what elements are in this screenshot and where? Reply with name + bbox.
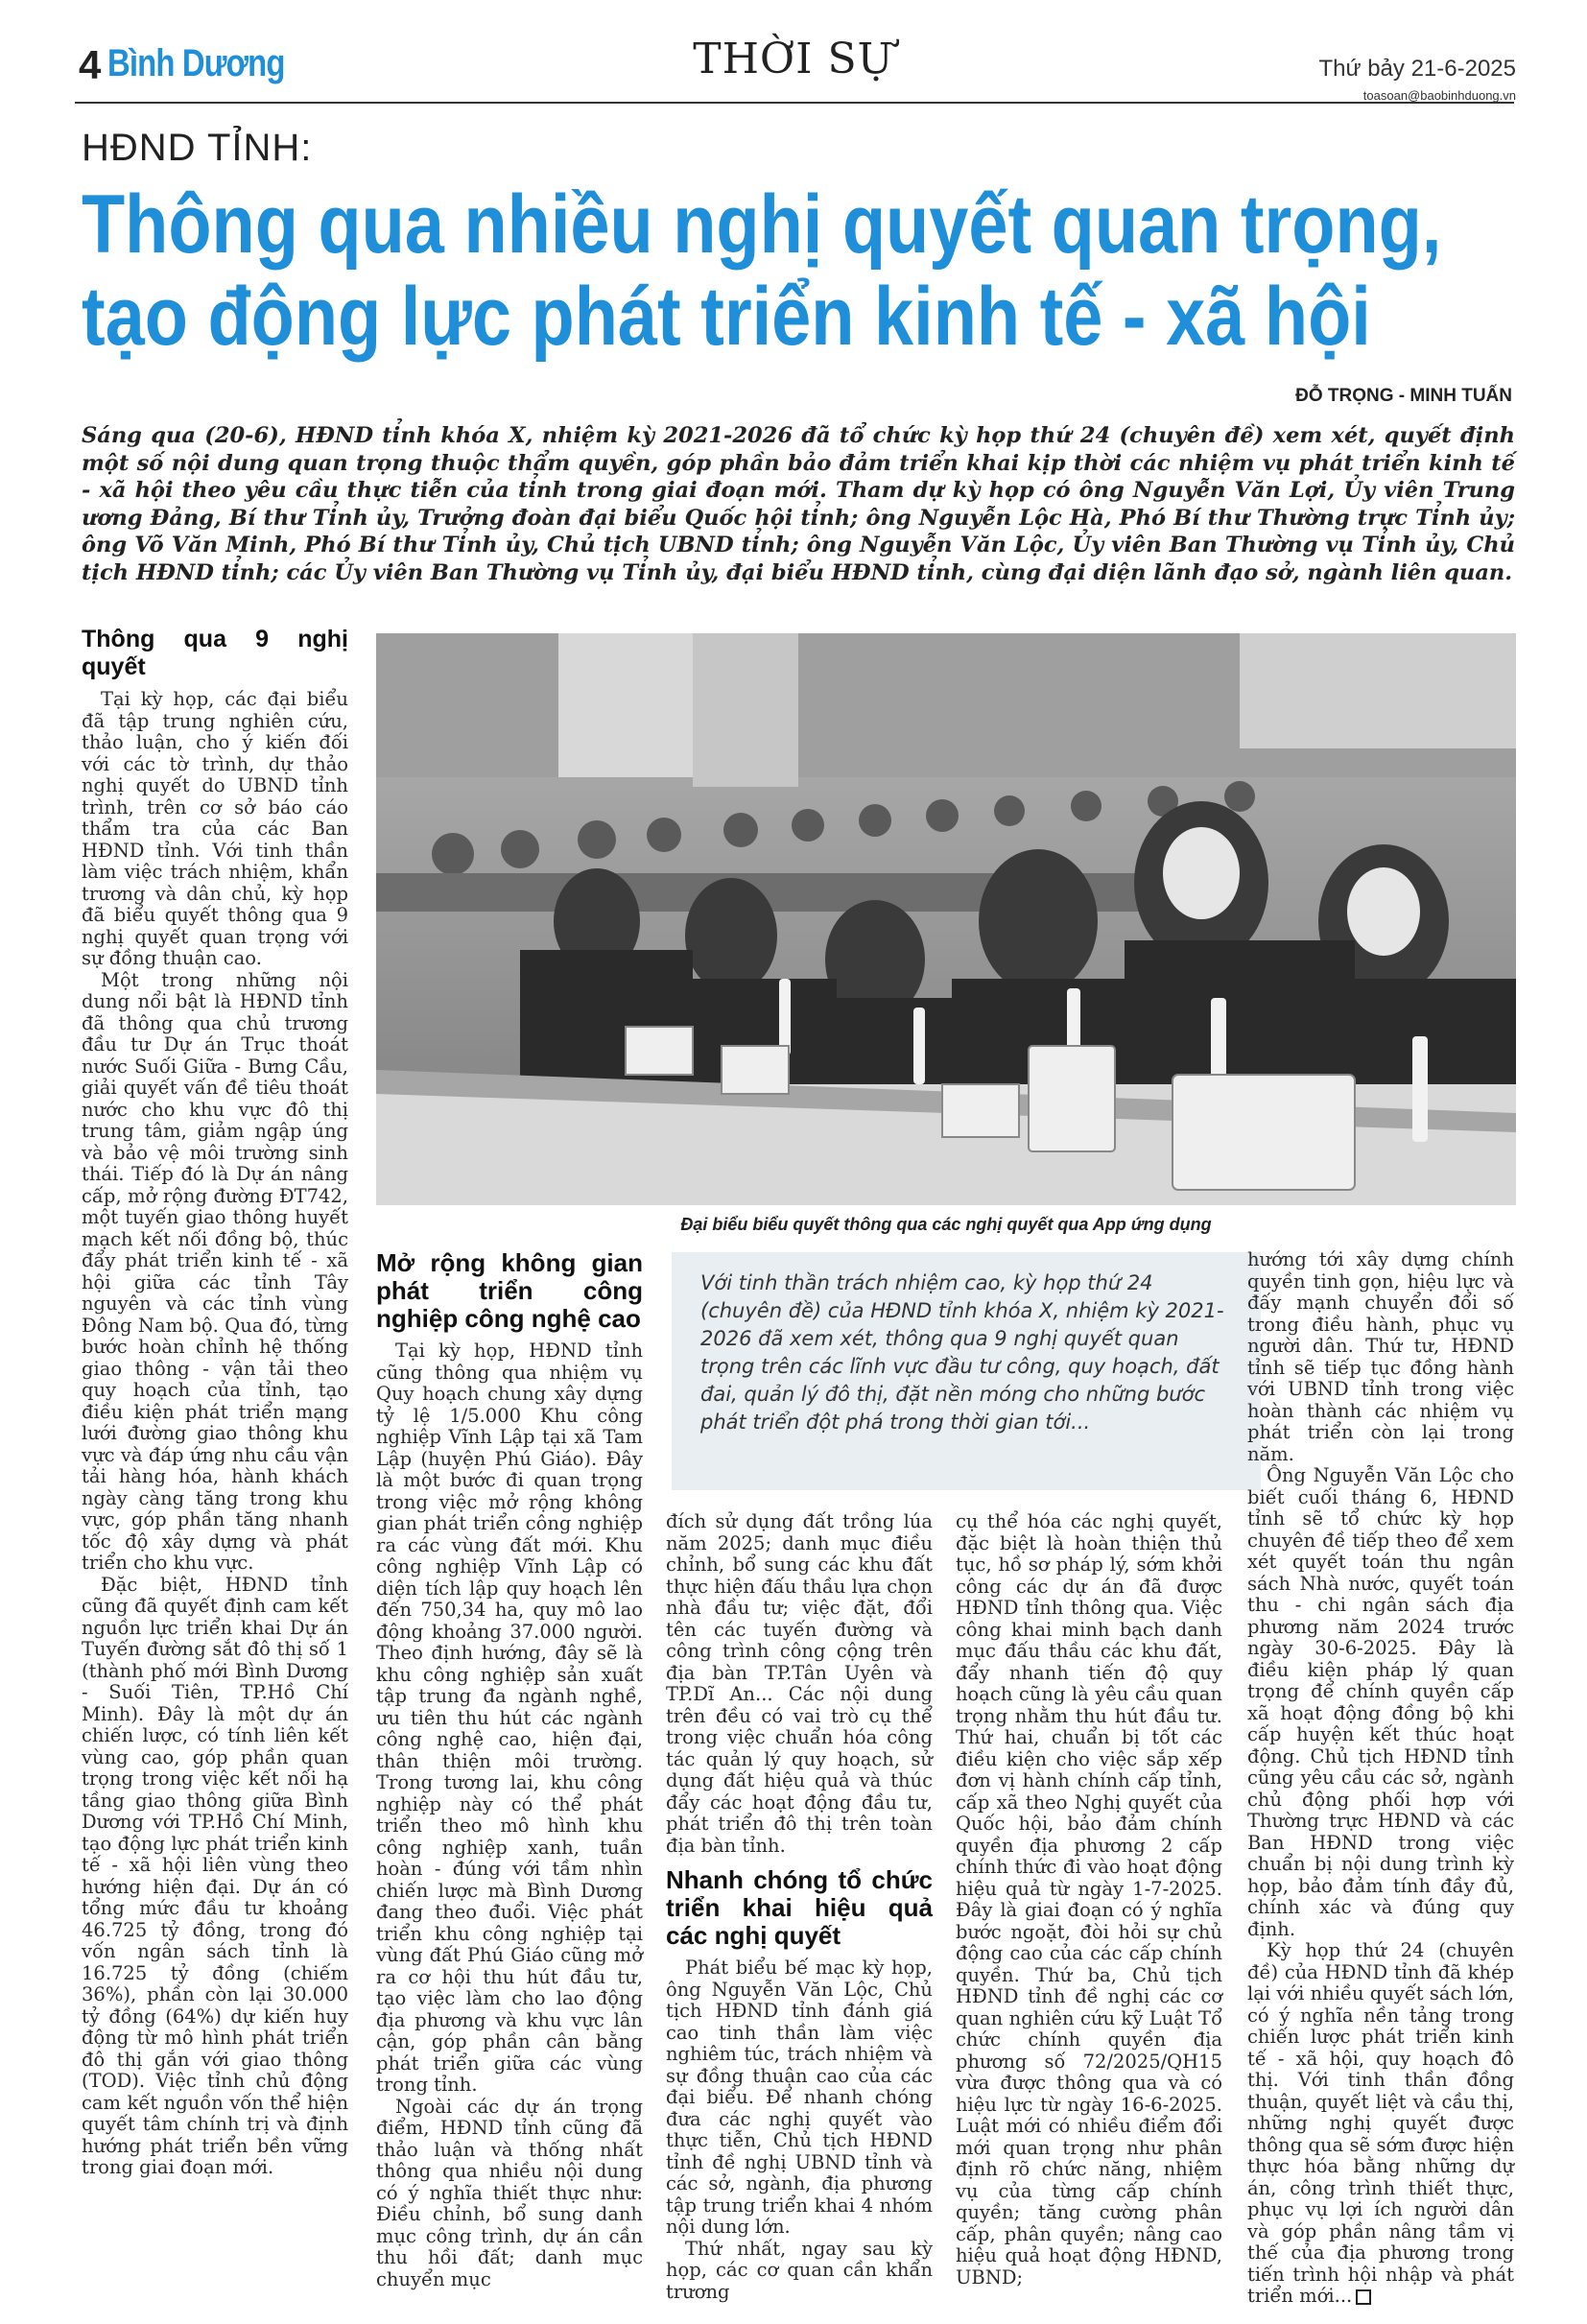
article-photo (376, 633, 1516, 1205)
subhead-1: Thông qua 9 nghị quyết (82, 626, 348, 680)
paragraph: Một trong những nội dung nổi bật là HĐND tỉnh đã thông qua chủ trương đầu tư Dự án Trục thoát nước Suối Giữa - Bưng Cầu, giải quyết vấn đề tiêu thoát nước cho khu vực đô thị trung tâm, giảm ngập úng và bảo vệ môi trường sinh thái. Tiếp đó là Dự án nâng cấp, mở rộng đường ĐT742, một tuyến giao thông huyết mạch kết nối đồng bộ, thúc đẩy phát triển kinh tế - xã hội giữa các tỉnh Tây nguyên và các tỉnh vùng Đông Nam bộ. Qua đó, từng bước hoàn chỉnh hệ thống giao thông - vận tải theo quy hoạch của tỉnh, tạo điều kiện phát triển mạng lưới đường giao thông khu vực và đáp ứng nhu cầu vận tải hàng hóa, hành khách ngày càng tăng trong khu vực, góp phần tăng nhanh tốc độ xây dựng và phát triển cho khu vực. (82, 968, 348, 1574)
headline-line-1: Thông qua nhiều nghị quyết quan trọng, (82, 178, 1442, 271)
subhead-2: Mở rộng không gian phát triển công nghiệp công nghệ cao (376, 1248, 643, 1333)
contact-email[interactable]: toasoan@baobinhduong.vn (1362, 88, 1516, 103)
end-mark-icon (1356, 2289, 1371, 2305)
paragraph: Tại kỳ họp, HĐND tỉnh cũng thông qua nhiệm vụ Quy hoạch chung xây dựng tỷ lệ 1/5.000 Khu công nghiệp Vĩnh Lập tại xã Tam Lập (huyện Phú Giáo). Đây là một bước đi quan trọng trong việc mở rộng không gian phát triển công nghiệp ra các vùng đất mới. Khu công nghiệp Vĩnh Lập có diện tích lập quy hoạch lên đến 750,34 ha, quy mô lao động khoảng 37.000 người. Theo định hướng, đây sẽ là khu công nghiệp sản xuất tập trung đa ngành nghề, ưu tiên thu hút các ngành công nghệ cao, hiện đại, thân thiện môi trường. Trong tương lai, khu công nghiệp này có thể phát triển theo mô hình khu công nghiệp xanh, tuần hoàn - đúng với tầm nhìn chiến lược mà Bình Dương đang theo đuổi. Việc phát triển khu công nghiệp tại vùng đất Phú Giáo cũng mở ra cơ hội thu hút đầu tư, tạo việc làm cho lao động địa phương và khu vực lân cận, góp phần cân bằng phát triển giữa các vùng trong tỉnh. (376, 1340, 643, 2096)
lead-paragraph: Sáng qua (20-6), HĐND tỉnh khóa X, nhiệm kỳ 2021-2026 đã tổ chức kỳ họp thứ 24 (chuyên đề) xem xét, quyết định một số nội dung quan trọng thuộc thẩm quyền, góp phần bảo đảm triển khai kịp thời các nhiệm vụ phát triển kinh tế - xã hội theo yêu cầu thực tiễn của tỉnh trong giai đoạn mới. Tham dự kỳ họp có ông Nguyễn Văn Lợi, Ủy viên Trung ương Đảng, Bí thư Tỉnh ủy, Trưởng đoàn đại biểu Quốc hội tỉnh; ông Nguyễn Lộc Hà, Phó Bí thư Thường trực Tỉnh ủy; ông Võ Văn Minh, Phó Bí thư Tỉnh ủy, Chủ tịch UBND tỉnh; ông Nguyễn Văn Lộc, Ủy viên Ban Thường vụ Tỉnh ủy, Chủ tịch HĐND tỉnh; các Ủy viên Ban Thường vụ Tỉnh ủy, đại biểu HĐND tỉnh, cùng đại diện lãnh đạo sở, ngành liên quan. (82, 423, 1515, 585)
paragraph: hướng tới xây dựng chính quyền tinh gọn, hiệu lực và đấy mạnh chuyển đổi số trong điều hành, phục vụ người dân. Thứ tư, HĐND tỉnh sẽ tiếp tục đồng hành với UBND tỉnh trong việc hoàn thành các nhiệm vụ phát triển còn lại trong năm. (1247, 1248, 1514, 1465)
subhead-3: Nhanh chóng tổ chức triển khai hiệu quả các nghị quyết (666, 1865, 933, 1950)
paragraph: Đặc biệt, HĐND tỉnh cũng đã quyết định cam kết nguồn lực triển khai Dự án Tuyến đường sắt đô thị số 1 (thành phố mới Bình Dương - Suối Tiên, TP.Hồ Chí Minh). Đây là một dự án chiến lược, có tính liên kết vùng cao, góp phần quan trọng trong việc kết nối hạ tầng giao thông giữa Bình Dương với TP.Hồ Chí Minh, tạo động lực phát triển kinh tế - xã hội liên vùng theo hướng hiện đại. Dự án có tổng mức đầu tư khoảng 46.725 tỷ đồng, trong đó vốn ngân sách tỉnh là 16.725 tỷ đồng (chiếm 36%), phần còn lại 30.000 tỷ đồng (64%) dự kiến huy động từ mô hình phát triển đô thị gắn với giao thông (TOD). Việc tỉnh chủ động cam kết nguồn vốn thể hiện quyết tâm chính trị và định hướng phát triển bền vững trong giai đoạn mới. (82, 1573, 348, 2178)
paragraph: Phát biểu bế mạc kỳ họp, ông Nguyễn Văn Lộc, Chủ tịch HĐND tỉnh đánh giá cao tinh thần làm việc nghiêm túc, trách nhiệm và sự đồng thuận cao của các đại biểu. Để nhanh chóng đưa các nghị quyết vào thực tiễn, Chủ tịch HĐND tỉnh đề nghị UBND tỉnh và các sở, ngành, địa phương tập trung triển khai 4 nhóm nội dung lớn. (666, 1956, 933, 2238)
newspaper-logo: Bình Dương (107, 42, 285, 84)
kicker: HĐND TỈNH: (82, 127, 313, 169)
paragraph (1247, 1940, 1514, 2308)
paragraph: Tại kỳ họp, các đại biểu đã tập trung nghiên cứu, thảo luận, cho ý kiến đối với các tờ trình, dự thảo nghị quyết do UBND tỉnh trình, trên cơ sở báo cáo thẩm tra của các Ban HĐND tỉnh. Với tinh thần làm việc trách nhiệm, khẩn trương và dân chủ, kỳ họp đã biểu quyết thông qua 9 nghị quyết quan trọng với sự đồng thuận cao. (82, 688, 348, 969)
meeting-photo-illustration (376, 633, 1516, 1205)
column-3 (666, 1511, 933, 2303)
section-title: THỜI SỰ (693, 35, 894, 83)
byline: ĐỖ TRỌNG - MINH TUẤN (1295, 386, 1512, 406)
photo-caption: Đại biểu biểu quyết thông qua các nghị quyết qua App ứng dụng (680, 1215, 1212, 1234)
headline-line-2: tạo động lực phát triển kinh tế - xã hội (82, 271, 1371, 363)
column-2 (376, 1249, 643, 2290)
pull-quote: Với tinh thần trách nhiệm cao, kỳ họp thứ 24 (chuyên đề) của HĐND tỉnh khóa X, nhiệm kỳ 2021-2026 đã xem xét, thông qua 9 nghị quyết quan trọng trên các lĩnh vực đầu tư công, quy hoạch, đất đai, quản lý đô thị, đặt nền móng cho những bước phát triển đột phá trong thời gian tới... (700, 1271, 1224, 1434)
column-1 (82, 626, 348, 2179)
paragraph: đích sử dụng đất trồng lúa năm 2025; danh mục điều chỉnh, bổ sung các khu đất thực hiện đấu thầu lựa chọn nhà đầu tư; việc đặt, đổi tên các tuyến đường và công trình công cộng trên địa bàn TP.Tân Uyên và TP.Dĩ An... Các nội dung trên đều có vai trò cụ thể trong việc chuẩn hóa công tác quản lý quy hoạch, sử dụng đất hiệu quả và thúc đẩy các hoạt động đầu tư, phát triển đô thị trên toàn địa bàn tỉnh. (666, 1510, 933, 1857)
paragraph: Ngoài các dự án trọng điểm, HĐND tỉnh cũng đã thảo luận và thống nhất thông qua nhiều nội dung có ý nghĩa thiết thực như: Điều chỉnh, bổ sung danh mục công trình, dự án cần thu hồi đất; danh mục chuyển mục (376, 2095, 643, 2290)
paragraph: Ông Nguyễn Văn Lộc cho biết cuối tháng 6, HĐND tỉnh sẽ tổ chức kỳ họp chuyên đề tiếp theo để xem xét quyết toán thu ngân sách Nhà nước, quyết toán thu - chi ngân sách địa phương năm 2024 trước ngày 30-6-2025. Đây là điều kiện pháp lý quan trọng để chính quyền cấp xã hoạt động đồng bộ khi cấp huyện kết thúc hoạt động. Chủ tịch HĐND tỉnh cũng yêu cầu các sở, ngành chủ động phối hợp với Thường trực HĐND và các Ban HĐND trong việc chuẩn bị nội dung trình kỳ họp, bảo đảm tính đầy đủ, chính xác và đúng quy định. (1247, 1464, 1514, 1940)
paragraph: Thứ nhất, ngay sau kỳ họp, các cơ quan cần khẩn trương (666, 2237, 933, 2303)
column-4 (956, 1511, 1222, 2288)
column-5 (1247, 1249, 1514, 2308)
page-number: 4 (79, 42, 102, 87)
paragraph: cụ thể hóa các nghị quyết, đặc biệt là hoàn thiện thủ tục, hồ sơ pháp lý, sớm khởi công các dự án đã được HĐND tỉnh thông qua. Việc công khai minh bạch danh mục đấu thầu các khu đất, đẩy nhanh tiến độ quy hoạch cũng là yêu cầu quan trọng nhằm thu hút đầu tư. Thứ hai, chuẩn bị tốt các điều kiện cho việc sắp xếp đơn vị hành chính cấp tỉnh, cấp xã theo Nghị quyết của Quốc hội, bảo đảm chính quyền địa phương 2 cấp chính thức đi vào hoạt động hiệu quả từ ngày 1-7-2025. Đây là giai đoạn có ý nghĩa bước ngoặt, đòi hỏi sự chủ động cao của các cấp chính quyền. Thứ ba, Chủ tịch HĐND tỉnh đề nghị các cơ quan nghiên cứu kỹ Luật Tổ chức chính quyền địa phương số 72/2025/QH15 vừa được thông qua và có hiệu lực từ ngày 16-6-2025. Luật mới có nhiều điểm đổi mới quan trọng như phân định rõ chức năng, nhiệm vụ của từng cấp chính quyền; tăng cường phân cấp, phân quyền; nâng cao hiệu quả hoạt động HĐND, UBND; (956, 1510, 1222, 2288)
pull-quote-box (672, 1252, 1261, 1490)
issue-date: Thứ bảy 21-6-2025 (1318, 56, 1516, 82)
closing-text: Kỳ họp thứ 24 (chuyên đề) của HĐND tỉnh đã khép lại với nhiều quyết sách lớn, có ý nghĩa nền tảng trong chiến lược phát triển kinh tế - xã hội, quy hoạch đô thị. Với tinh thần đồng thuận, quyết liệt và cầu thị, những nghị quyết được thông qua sẽ sớm được hiện thực hóa bằng những dự án, công trình thiết thực, phục vụ lợi ích người dân và góp phần nâng tầm vị thế của địa phương trong tiến trình hội nhập và phát triển mới... (1247, 1939, 1514, 2307)
headline (82, 178, 1442, 363)
header-divider (75, 102, 1514, 104)
